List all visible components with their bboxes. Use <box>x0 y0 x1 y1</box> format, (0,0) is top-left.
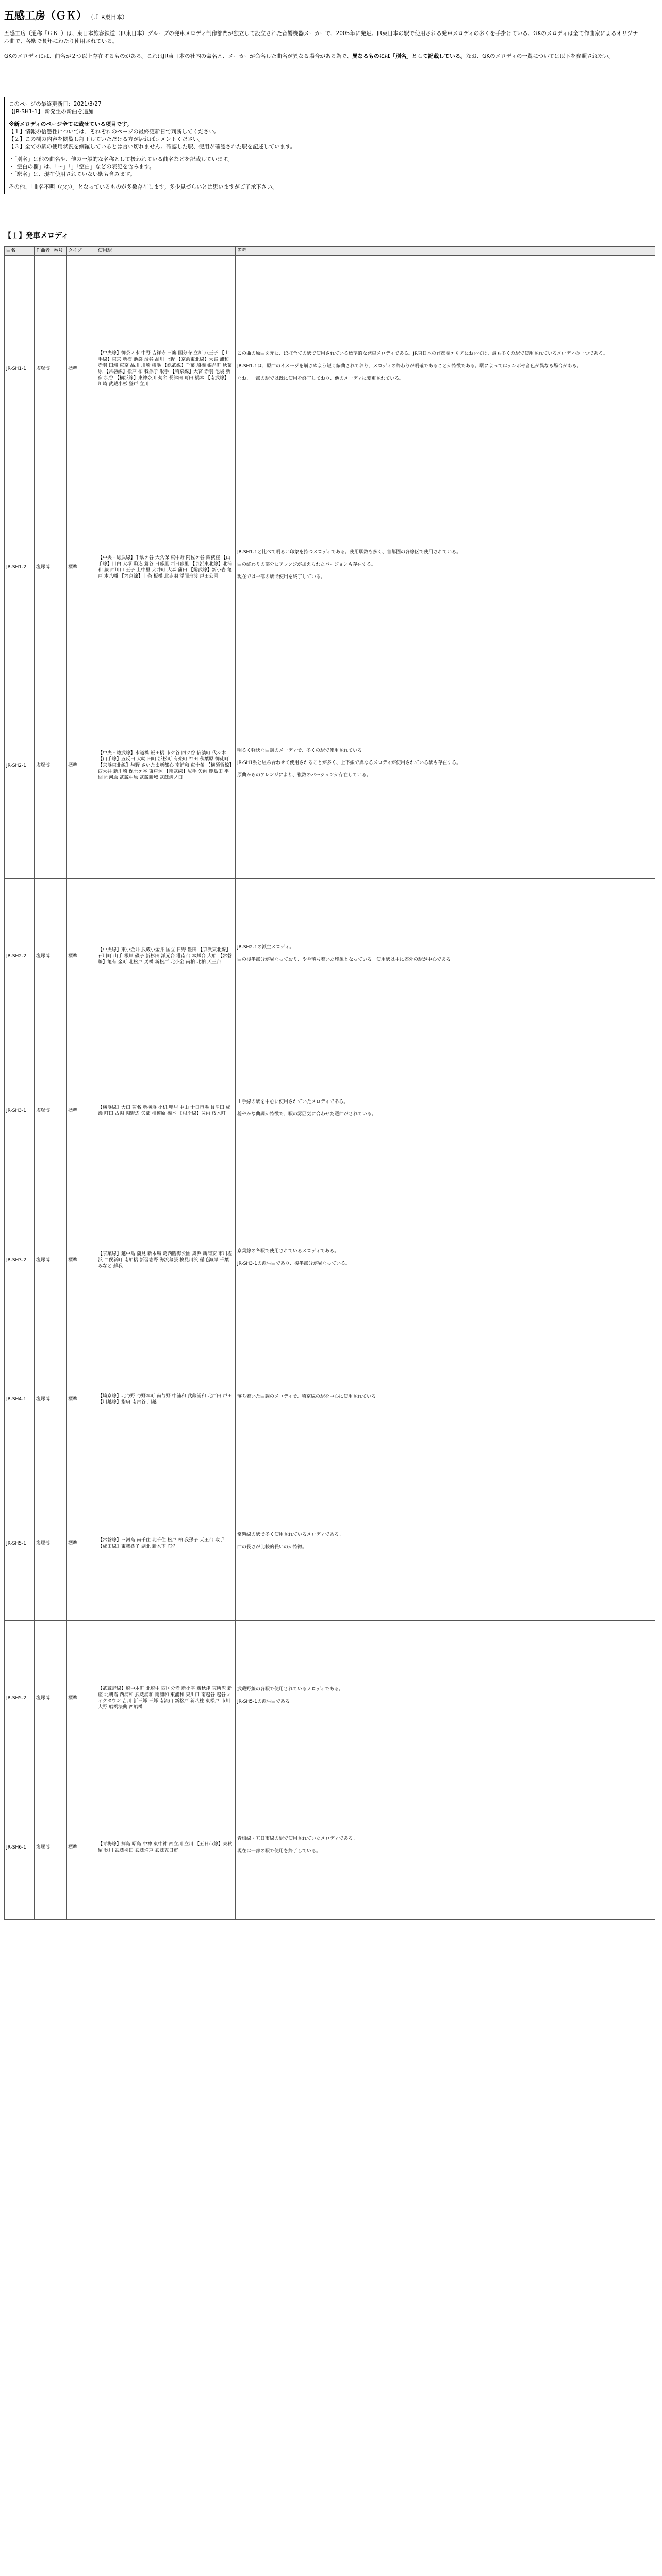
notes-cell <box>236 1466 655 1621</box>
intro-text <box>4 30 638 67</box>
composer-cell: 塩塚博 <box>35 1621 52 1775</box>
note-paragraph: JR-SH5-1の派生曲である。 <box>237 1699 294 1704</box>
number-cell <box>52 1188 67 1332</box>
note-paragraph: 穏やかな曲調が特徴で、駅の雰囲気に合わせた選曲がされている。 <box>237 1111 376 1117</box>
melody-name-cell: JR-SH2-2 <box>5 879 35 1033</box>
melody-name-cell: JR-SH3-2 <box>5 1188 35 1332</box>
composer-cell: 塩塚博 <box>35 1188 52 1332</box>
number-cell <box>52 482 67 652</box>
stations-cell: 【京葉線】越中島 潮見 新木場 葛西臨海公園 舞浜 新浦安 市川塩浜 二俣新町 南船橋 新習志野 海浜幕張 検見川浜 稲毛海岸 千葉みなと 蘇我 <box>96 1188 236 1332</box>
table-row <box>5 1188 655 1332</box>
notice-legend-item: ・「空白の欄」は、「〜」「」「空白」などの表記を含みます。 <box>9 163 155 170</box>
update-detail: 【JR-SH1-1】 新発生の新曲を追加 <box>9 108 94 115</box>
number-cell <box>52 879 67 1033</box>
notes-cell <box>236 1033 655 1188</box>
type-cell: 標準 <box>67 1466 96 1621</box>
number-cell <box>52 1033 67 1188</box>
stations-cell: 【常磐線】三河島 南千住 北千住 松戸 柏 我孫子 天王台 取手 【成田線】東我孫子 湖北 新木下 布佐 <box>96 1466 236 1621</box>
notice-footer: その他、「曲名不明（○○）」となっているものが多数存在します。多少見づらいとは思いますがご了承下さい。 <box>9 183 278 190</box>
melody-name-cell: JR-SH4-1 <box>5 1332 35 1466</box>
last-updated: このページの最終更新日：2021/3/27 <box>9 101 102 107</box>
type-cell: 標準 <box>67 1621 96 1775</box>
table-row <box>5 256 655 482</box>
notes-cell <box>236 1775 655 1920</box>
stations-cell: 【中央線】東小金井 武蔵小金井 国立 日野 豊田 【京浜東北線】石川町 山手 根岸 磯子 新杉田 洋光台 港南台 本郷台 大船 【常磐線】亀有 金町 北松戸 馬橋 新松戸 北小金 南柏 北柏 天王台 <box>96 879 236 1033</box>
type-cell: 標準 <box>67 1033 96 1188</box>
note-paragraph: 落ち着いた曲調のメロディで、埼京線の駅を中心に使用されている。 <box>237 1394 381 1399</box>
note-paragraph: JR-SH3-1の派生曲であり、後半部分が異なっている。 <box>237 1261 350 1266</box>
notice-common-title-text: ※新メロディのページ全てに載せている項目です。 <box>9 121 133 127</box>
notes-cell <box>236 482 655 652</box>
melody-table <box>4 246 655 1920</box>
column-header: 備考 <box>236 247 655 256</box>
type-cell: 標準 <box>67 1775 96 1920</box>
melody-name-cell: JR-SH5-1 <box>5 1466 35 1621</box>
type-cell: 標準 <box>67 879 96 1033</box>
notes-cell <box>236 879 655 1033</box>
update-notice-box <box>4 97 302 194</box>
type-cell: 標準 <box>67 1188 96 1332</box>
page-title-text: 五感工房（ＧＫ） <box>4 9 87 22</box>
number-cell <box>52 1775 67 1920</box>
melody-table-container <box>4 246 655 2576</box>
note-paragraph: なお、一部の駅では既に使用を終了しており、他のメロディに変更されている。 <box>237 376 404 381</box>
note-paragraph: 明るく軽快な曲調のメロディで、多くの駅で使用されている。 <box>237 748 367 753</box>
notes-cell <box>236 1621 655 1775</box>
note-paragraph: 曲の長さが比較的長いのが特徴。 <box>237 1544 307 1550</box>
number-cell <box>52 256 67 482</box>
composer-cell: 塩塚博 <box>35 256 52 482</box>
intro-p2-emphasis: 異なるものには「別名」として記載している。 <box>352 53 466 59</box>
melody-name-cell: JR-SH1-1 <box>5 256 35 482</box>
note-paragraph: 京葉線の各駅で使用されているメロディである。 <box>237 1248 339 1254</box>
number-cell <box>52 1466 67 1621</box>
notice-legend-item: ・「駅名」は、現在使用されていない駅も含みます。 <box>9 171 136 177</box>
table-row <box>5 1466 655 1621</box>
composer-cell: 塩塚博 <box>35 482 52 652</box>
note-paragraph: 原曲からのアレンジにより、複数のバージョンが存在している。 <box>237 772 371 778</box>
stations-cell: 【青梅線】拝島 昭島 中神 東中神 西立川 立川 【五日市線】東秋留 秋川 武蔵引田 武蔵増戸 武蔵五日市 <box>96 1775 236 1920</box>
notice-legend <box>9 156 297 178</box>
composer-cell: 塩塚博 <box>35 1775 52 1920</box>
type-cell: 標準 <box>67 482 96 652</box>
type-cell: 標準 <box>67 652 96 879</box>
section-title: 【１】発車メロディ <box>4 232 69 240</box>
notice-common-title <box>9 121 297 128</box>
page-title <box>4 7 128 22</box>
column-header: 作曲者 <box>35 247 52 256</box>
melody-name-cell: JR-SH6-1 <box>5 1775 35 1920</box>
notes-cell <box>236 652 655 879</box>
notes-cell <box>236 1332 655 1466</box>
note-paragraph: 曲の終わりの部分にアレンジが加えられたバージョンも存在する。 <box>237 562 376 567</box>
table-row <box>5 1775 655 1920</box>
composer-cell: 塩塚博 <box>35 1332 52 1466</box>
note-paragraph: 青梅線・五日市線の駅で使用されていたメロディである。 <box>237 1836 358 1841</box>
notice-update-info <box>9 100 297 115</box>
number-cell <box>52 652 67 879</box>
stations-cell: 【横浜線】大口 菊名 新横浜 小机 鴨居 中山 十日市場 長津田 成瀬 町田 古淵 淵野辺 矢部 相模原 橋本 【根岸線】関内 桜木町 <box>96 1033 236 1188</box>
notice-item: 【２】この欄の内容を閲覧し訂正していただける方が居ればコメントください。 <box>9 136 204 142</box>
table-row <box>5 1621 655 1775</box>
melody-name-cell: JR-SH1-2 <box>5 482 35 652</box>
table-row <box>5 1332 655 1466</box>
note-paragraph: 武蔵野線の各駅で使用されているメロディである。 <box>237 1686 344 1692</box>
note-paragraph: 曲の後半部分が異なっており、やや落ち着いた印象となっている。使用駅は主に郊外の駅が中心である。 <box>237 957 456 962</box>
intro-p2-part-a: GKのメロディには、曲名が２つ以上存在するものがある。これはJR東日本の社内の命名と、メーカーが命名した曲名が異なる場合がある為で、 <box>4 53 353 59</box>
table-header-row <box>5 247 655 256</box>
table-row <box>5 482 655 652</box>
note-paragraph: JR-SH1-1と比べて明るい印象を持つメロディである。使用駅数も多く、首都圏の各線区で使用されている。 <box>237 549 461 555</box>
column-header: 使用駅 <box>96 247 236 256</box>
stations-cell: 【中央・総武線】千駄ケ谷 大久保 東中野 阿佐ケ谷 西荻窪 【山手線】目白 大塚 駒込 鶯谷 日暮里 西日暮里 【京浜東北線】北浦和 蕨 西川口 王子 上中里 大井町 大森 蒲田 【総武線】新小岩 亀戸 本八幡 【埼京線】十条 板橋 北赤羽 浮間舟渡 戸田公園 <box>96 482 236 652</box>
table-row <box>5 879 655 1033</box>
column-header: タイプ <box>67 247 96 256</box>
note-paragraph: JR-SH2-1の派生メロディ。 <box>237 944 294 950</box>
note-paragraph: JR-SH1系と組み合わせて使用されることが多く、上下線で異なるメロディが使用されている駅も存在する。 <box>237 760 461 766</box>
notice-item: 【３】全ての駅の使用状況を網羅しているとは言い切れません。確認した駅、使用が確認された駅を記述しています。 <box>9 143 296 150</box>
melody-name-cell: JR-SH5-2 <box>5 1621 35 1775</box>
note-paragraph: 常磐線の駅で多く使用されているメロディである。 <box>237 1532 344 1537</box>
intro-paragraph-1: 五感工房（通称「ＧＫ」）は、東日本旅客鉄道（JR東日本）グループの発車メロディ制作部門が独立して設立された音響機器メーカーで、2005年に発足。JR東日本の駅で使用される発車メロディの多くを手掛けている。GKのメロディは全て作曲家によるオリジナル曲で、各駅で長年にわたり使用されている。 <box>4 30 638 44</box>
notice-common-items <box>9 121 297 150</box>
notice-item: 【１】情報の信憑性については、それぞれのページの最終更新日で判断してください。 <box>9 128 220 135</box>
note-paragraph: 現在では一部の駅で使用を終了している。 <box>237 574 326 580</box>
composer-cell: 塩塚博 <box>35 1033 52 1188</box>
intro-p2-part-c: なお、GKのメロディの一覧については以下を参照されたい。 <box>466 53 614 59</box>
composer-cell: 塩塚博 <box>35 652 52 879</box>
melody-name-cell: JR-SH2-1 <box>5 652 35 879</box>
melody-table-body <box>5 256 655 1920</box>
number-cell <box>52 1621 67 1775</box>
notes-cell <box>236 1188 655 1332</box>
note-paragraph: この曲の原曲を元に、ほぼ全ての駅で使用されている標準的な発車メロディである。JR東日本の首都圏エリアにおいては、最も多くの駅で使用されているメロディの一つである。 <box>237 351 608 357</box>
stations-cell: 【中央線】御茶ノ水 中野 吉祥寺 三鷹 国分寺 立川 八王子 【山手線】東京 新宿 池袋 渋谷 品川 上野 【京浜東北線】大宮 浦和 赤羽 田端 東京 品川 川崎 横浜 【総武線】千葉 船橋 錦糸町 秋葉原 【常磐線】松戸 柏 我孫子 取手 【埼京線】大宮 赤羽 池袋 新宿 渋谷 【横浜線】東神奈川 菊名 長津田 町田 橋本 【南武線】川崎 武蔵小杉 登戸 立川 <box>96 256 236 482</box>
composer-cell: 塩塚博 <box>35 879 52 1033</box>
stations-cell: 【埼京線】北与野 与野本町 南与野 中浦和 武蔵浦和 北戸田 戸田 【川越線】指扇 南古谷 川越 <box>96 1332 236 1466</box>
table-row <box>5 652 655 879</box>
table-row <box>5 1033 655 1188</box>
page-subtitle: （Ｊ R東日本） <box>91 14 128 21</box>
intro-paragraph-2 <box>4 53 638 60</box>
note-paragraph: 現在は一部の駅で使用を終了している。 <box>237 1848 321 1854</box>
column-header: 曲名 <box>5 247 35 256</box>
melody-name-cell: JR-SH3-1 <box>5 1033 35 1188</box>
column-header: 番号 <box>52 247 67 256</box>
notes-cell <box>236 256 655 482</box>
type-cell: 標準 <box>67 1332 96 1466</box>
stations-cell: 【中央・総武線】水道橋 飯田橋 市ケ谷 四ツ谷 信濃町 代々木 【山手線】五反田 大崎 田町 浜松町 有楽町 神田 秋葉原 御徒町 【京浜東北線】与野 さいたま新都心 南浦和 東十条 【横須賀線】西大井 新川崎 保土ケ谷 東戸塚 【南武線】尻手 矢向 鹿島田 平間 向河原 武蔵中原 武蔵新城 武蔵溝ノ口 <box>96 652 236 879</box>
stations-cell: 【武蔵野線】府中本町 北府中 西国分寺 新小平 新秋津 東所沢 新座 北朝霞 西浦和 武蔵浦和 南浦和 東浦和 東川口 南越谷 越谷レイクタウン 吉川 新三郷 三郷 南流山 新松戸 新八柱 東松戸 市川大野 船橋法典 西船橋 <box>96 1621 236 1775</box>
note-paragraph: JR-SH1-1は、原曲のイメージを崩さぬよう短く編曲されており、メロディの終わりが明確であることが特徴である。駅によってはテンポや音色が異なる場合がある。 <box>237 363 582 369</box>
type-cell: 標準 <box>67 256 96 482</box>
note-paragraph: 山手線の駅を中心に使用されていたメロディである。 <box>237 1099 349 1105</box>
notice-legend-item: ・「別名」は他の曲名や、他の一般的な名称として扱われている曲名などを記載しています。 <box>9 156 233 162</box>
number-cell <box>52 1332 67 1466</box>
composer-cell: 塩塚博 <box>35 1466 52 1621</box>
